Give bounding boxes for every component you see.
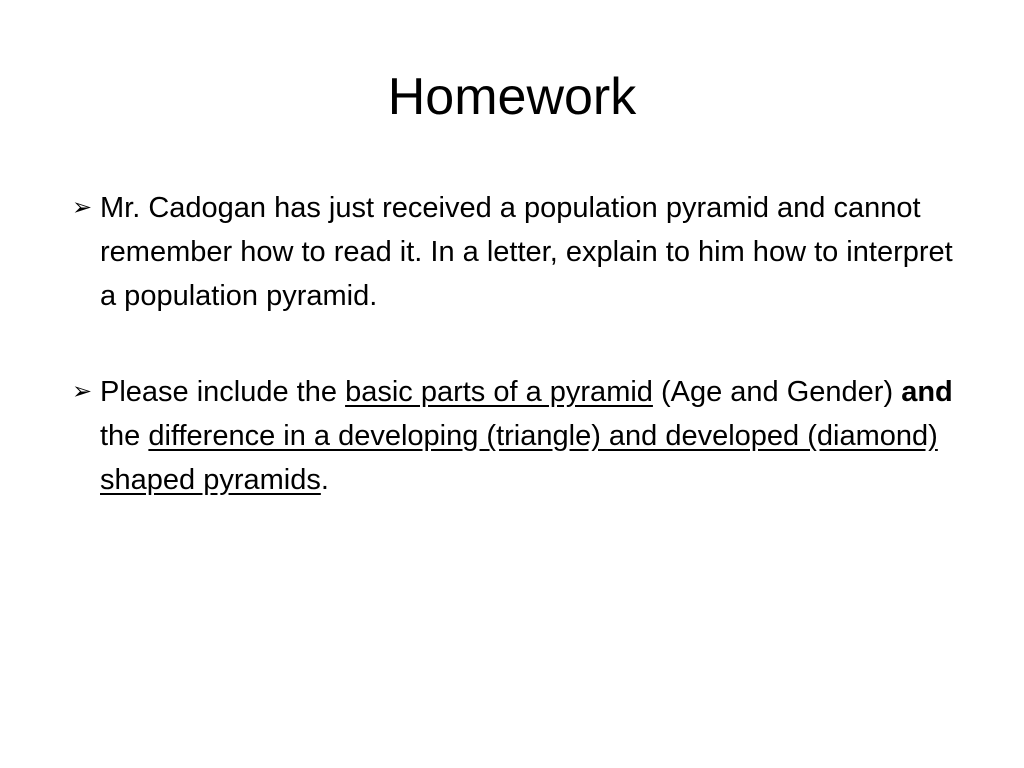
slide-title: Homework	[387, 68, 637, 126]
slide-body	[72, 186, 962, 502]
bullet-text-period: .	[320, 464, 329, 496]
bold-word-and: and	[901, 376, 953, 408]
bullet-text-segment: (Age and Gender)	[652, 376, 902, 408]
arrowhead-bullet-icon: ➢	[72, 194, 93, 221]
arrowhead-bullet-icon: ➢	[72, 378, 93, 405]
underlined-phrase-difference: difference in a developing (triangle) and developed (diamond) shaped pyramids	[100, 420, 938, 496]
bullet-text-segment: Please include the	[100, 376, 346, 408]
underlined-phrase-basic-parts: basic parts of a pyramid	[345, 376, 653, 408]
bullet-text-segment: the	[100, 420, 149, 452]
bullet-text: Mr. Cadogan has just received a population pyramid and cannot remember how to read it. In a letter, explain to him how to interpret a population pyramid.	[100, 192, 953, 312]
bullet-item-2	[72, 370, 962, 502]
bullet-item-1	[72, 186, 962, 318]
